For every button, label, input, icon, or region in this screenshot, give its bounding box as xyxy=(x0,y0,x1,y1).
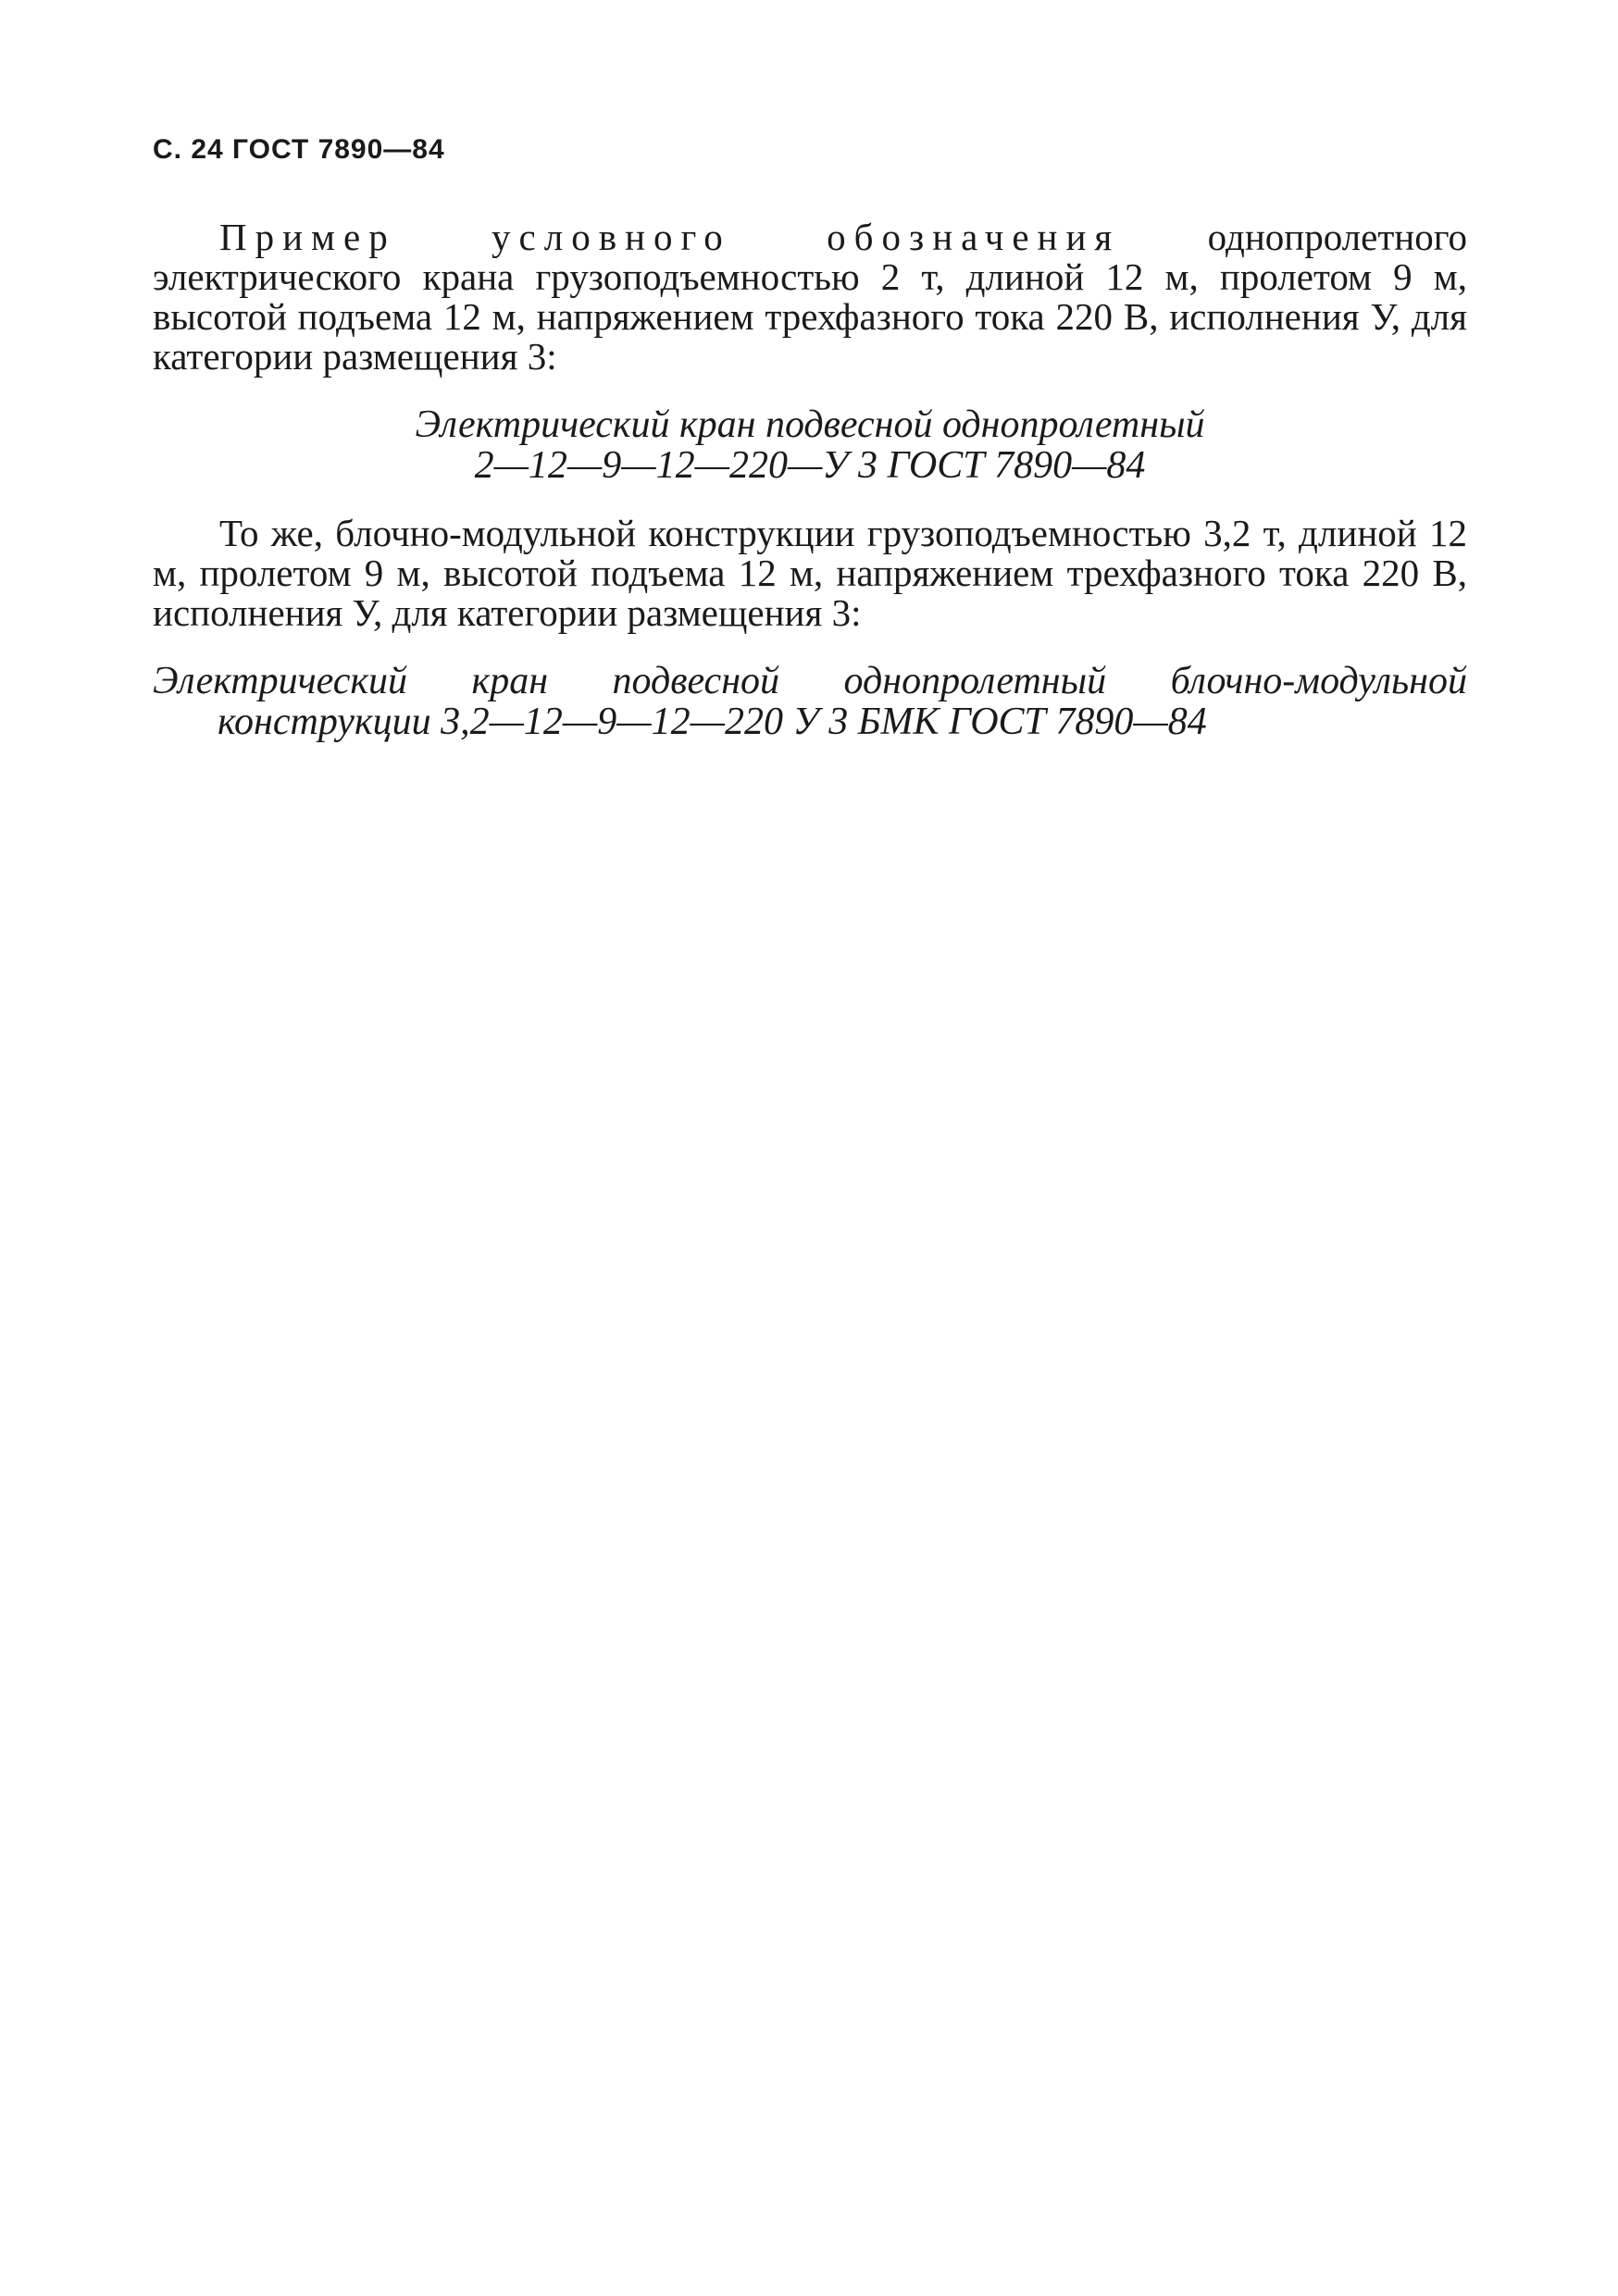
designation-block-1 xyxy=(153,404,1467,486)
page-content xyxy=(153,217,1467,742)
designation-2-line-2: конструкции 3,2—12—9—12—220 У 3 БМК ГОСТ 7890—84 xyxy=(218,701,1207,743)
designation-1-line-1: Электрический кран подвесной однопролетный xyxy=(415,403,1205,446)
example-paragraph-1 xyxy=(153,217,1467,377)
designation-1-line-2: 2—12—9—12—220—У 3 ГОСТ 7890—84 xyxy=(474,444,1146,487)
example-paragraph-2: То же, блочно-модульной конструкции грузоподъемностью 3,2 т, длиной 12 м, пролетом 9 м, высотой подъема 12 м, напряжением трехфазного тока 220 В, исполнения У, для категории размещения 3: xyxy=(153,512,1467,634)
example-text-1: однопролетного электрического крана грузоподъемностью 2 т, длиной 12 м, пролетом 9 м, высотой подъема 12 м, напряжением трехфазного тока 220 В, исполнения У, для категории размещения 3: xyxy=(153,216,1467,378)
example-lead: Пример условного обозначения xyxy=(219,216,1121,258)
designation-2-line-1: Электрический кран подвесной однопролетный блочно-модульной xyxy=(153,660,1467,702)
designation-block-2 xyxy=(153,661,1467,742)
page-header: С. 24 ГОСТ 7890—84 xyxy=(153,134,445,165)
